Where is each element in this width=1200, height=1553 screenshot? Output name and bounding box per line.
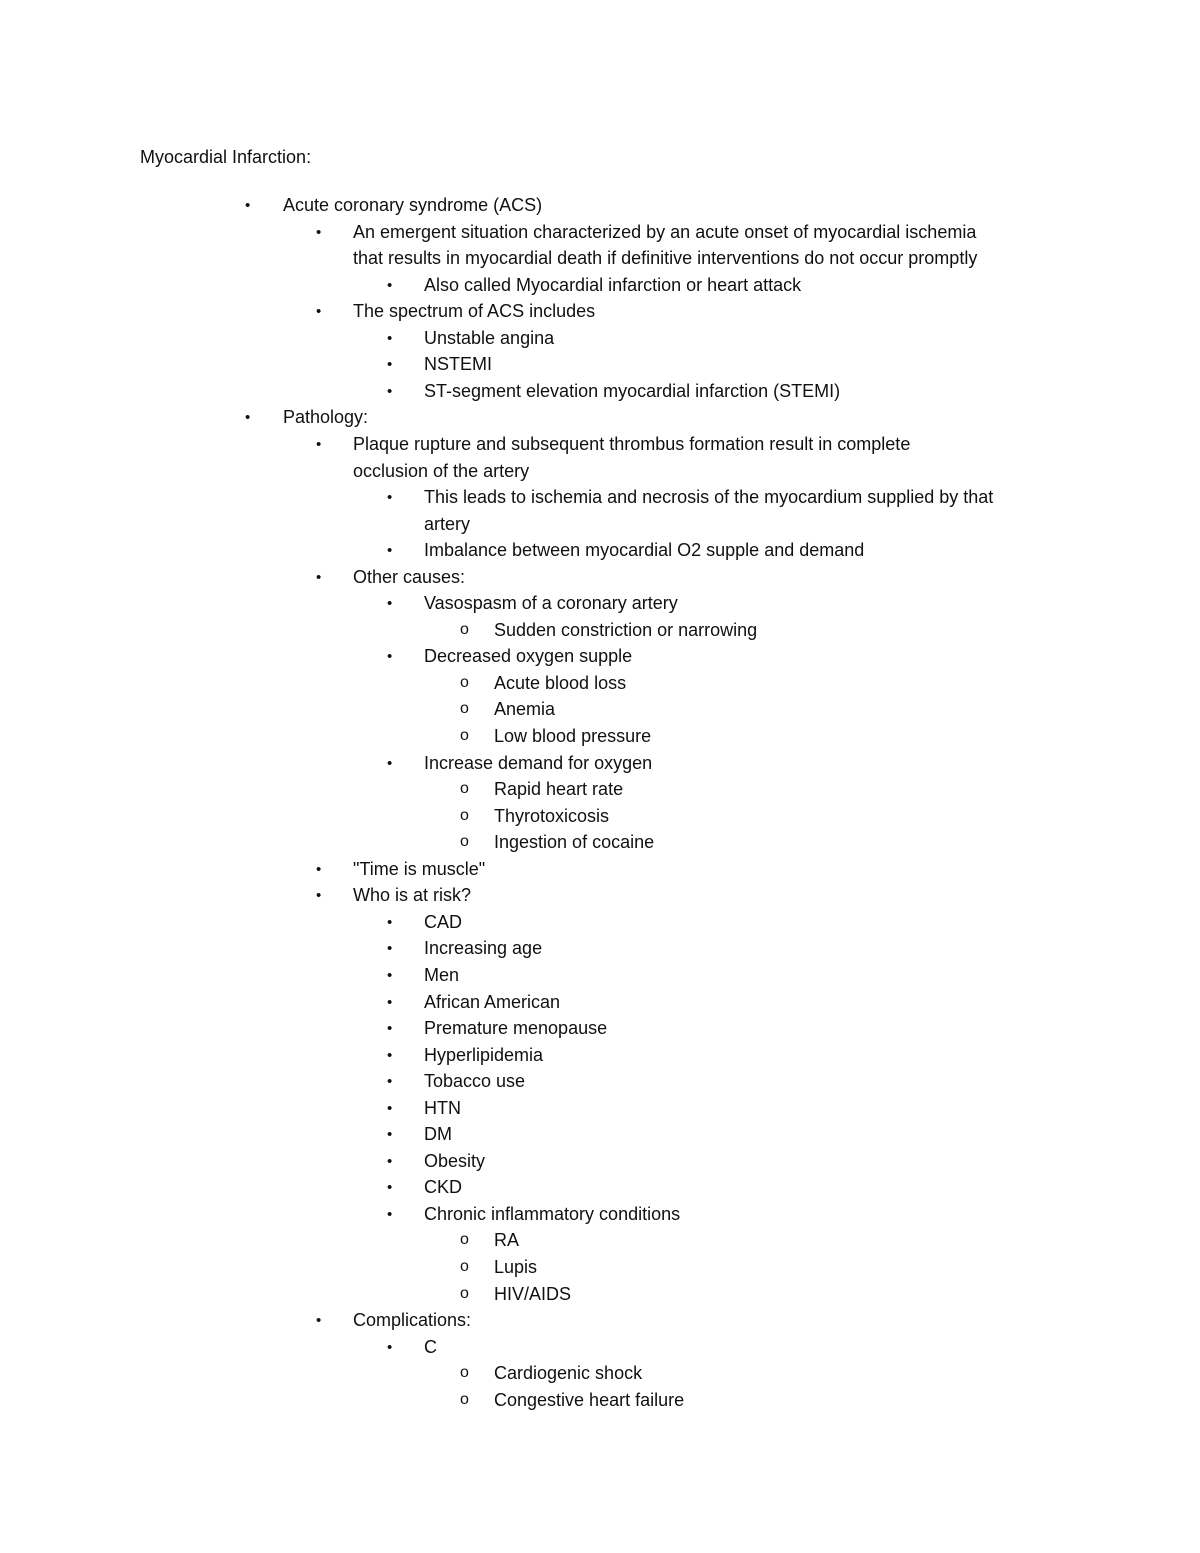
list-item-level-1: Acute coronary syndrome (ACS) [283, 195, 543, 215]
disc-bullet-icon: • [387, 1046, 393, 1064]
list-item-level-3: CKD [424, 1177, 463, 1198]
list-item-level-3: DM [424, 1124, 452, 1145]
list-item-level-3: Increasing age [424, 938, 543, 959]
list-item-level-3: ST-segment elevation myocardial infarction (STEMI) [424, 380, 841, 401]
list-item-level-3: Also called Myocardial infarction or heart attack [424, 274, 802, 295]
disc-bullet-icon: • [387, 382, 393, 400]
circle-bullet-icon: o [460, 1284, 469, 1302]
disc-bullet-icon: • [387, 1073, 393, 1091]
list-item-level-3: Chronic inflammatory conditions [424, 1203, 681, 1224]
circle-bullet-icon: o [460, 700, 469, 718]
circle-bullet-icon: o [460, 620, 469, 638]
circle-bullet-icon: o [460, 833, 469, 851]
document-title: Myocardial Infarction: [140, 147, 312, 167]
disc-bullet-icon: • [387, 754, 393, 772]
circle-bullet-icon: o [460, 673, 469, 691]
disc-bullet-icon: • [387, 1205, 393, 1223]
disc-bullet-icon: • [316, 568, 322, 586]
disc-bullet-icon: • [245, 409, 251, 427]
list-item-level-3: CAD [424, 911, 463, 932]
disc-bullet-icon: • [316, 223, 322, 241]
disc-bullet-icon: • [387, 329, 393, 347]
list-item-level-3: artery [424, 513, 471, 534]
circle-bullet-icon: o [460, 780, 469, 798]
list-item-level-4: Low blood pressure [494, 726, 652, 746]
list-item-level-4: Thyrotoxicosis [494, 805, 610, 826]
list-item-level-3: Hyperlipidemia [424, 1044, 544, 1065]
circle-bullet-icon: o [460, 1390, 469, 1408]
disc-bullet-icon: • [245, 197, 251, 214]
list-item-level-3: Men [424, 964, 460, 985]
list-item-level-2: Other causes: [353, 566, 466, 587]
disc-bullet-icon: • [387, 595, 393, 613]
disc-bullet-icon: • [387, 356, 393, 374]
disc-bullet-icon: • [316, 303, 322, 321]
circle-bullet-icon: o [460, 806, 469, 824]
circle-bullet-icon: o [460, 1231, 469, 1249]
disc-bullet-icon: • [387, 913, 393, 931]
disc-bullet-icon: • [387, 542, 393, 560]
list-item-level-3: HTN [424, 1097, 461, 1118]
disc-bullet-icon: • [316, 1312, 322, 1330]
circle-bullet-icon: o [460, 727, 469, 744]
list-item-level-3: Premature menopause [424, 1018, 608, 1039]
list-item-level-2: that results in myocardial death if definitive interventions do not occur promptly [353, 248, 978, 269]
disc-bullet-icon: • [387, 1020, 393, 1038]
disc-bullet-icon: • [387, 940, 393, 958]
disc-bullet-icon: • [316, 887, 322, 905]
list-item-level-4: HIV/AIDS [494, 1283, 572, 1304]
list-item-level-4: Congestive heart failure [494, 1389, 685, 1410]
list-item-level-4: Sudden constriction or narrowing [494, 619, 758, 640]
circle-bullet-icon: o [460, 1364, 469, 1382]
list-item-level-4: Anemia [494, 699, 556, 720]
list-item-level-4: Lupis [494, 1257, 538, 1277]
list-item-level-3: Vasospasm of a coronary artery [424, 593, 678, 614]
list-item-level-3: C [424, 1336, 437, 1357]
list-item-level-3: Unstable angina [424, 327, 555, 348]
disc-bullet-icon: • [387, 1099, 393, 1117]
disc-bullet-icon: • [387, 1152, 393, 1170]
list-item-level-2: occlusion of the artery [353, 460, 530, 481]
list-item-level-2: Who is at risk? [353, 885, 472, 906]
disc-bullet-icon: • [387, 648, 393, 666]
disc-bullet-icon: • [387, 1126, 393, 1144]
disc-bullet-icon: • [316, 435, 322, 453]
list-item-level-2: The spectrum of ACS includes [353, 301, 596, 322]
list-item-level-2: Plaque rupture and subsequent thrombus formation result in complete [353, 433, 911, 454]
list-item-level-3: Imbalance between myocardial O2 supple and demand [424, 540, 865, 561]
list-item-level-4: Rapid heart rate [494, 779, 624, 800]
list-item-level-3: NSTEMI [424, 354, 493, 375]
disc-bullet-icon: • [387, 489, 393, 507]
list-item-level-3: Decreased oxygen supple [424, 646, 633, 667]
list-item-level-3: Tobacco use [424, 1071, 526, 1092]
list-item-level-3: This leads to ischemia and necrosis of the myocardium supplied by that [424, 487, 994, 508]
list-item-level-2: An emergent situation characterized by an acute onset of myocardial ischemia [353, 221, 977, 242]
list-item-level-3: African American [424, 991, 561, 1012]
list-item-level-3: Obesity [424, 1150, 486, 1171]
list-item-level-4: Acute blood loss [494, 672, 627, 693]
circle-bullet-icon: o [460, 1258, 469, 1275]
disc-bullet-icon: • [387, 1179, 393, 1197]
disc-bullet-icon: • [387, 966, 393, 984]
list-item-level-3: Increase demand for oxygen [424, 752, 653, 773]
list-item-level-4: Cardiogenic shock [494, 1363, 643, 1384]
disc-bullet-icon: • [387, 276, 393, 294]
disc-bullet-icon: • [387, 1338, 393, 1356]
list-item-level-4: RA [494, 1230, 520, 1251]
list-item-level-4: Ingestion of cocaine [494, 832, 655, 853]
disc-bullet-icon: • [316, 860, 322, 878]
list-item-level-2: "Time is muscle" [353, 858, 486, 879]
list-item-level-1: Pathology: [283, 407, 369, 428]
list-item-level-2: Complications: [353, 1310, 472, 1331]
disc-bullet-icon: • [387, 993, 393, 1011]
